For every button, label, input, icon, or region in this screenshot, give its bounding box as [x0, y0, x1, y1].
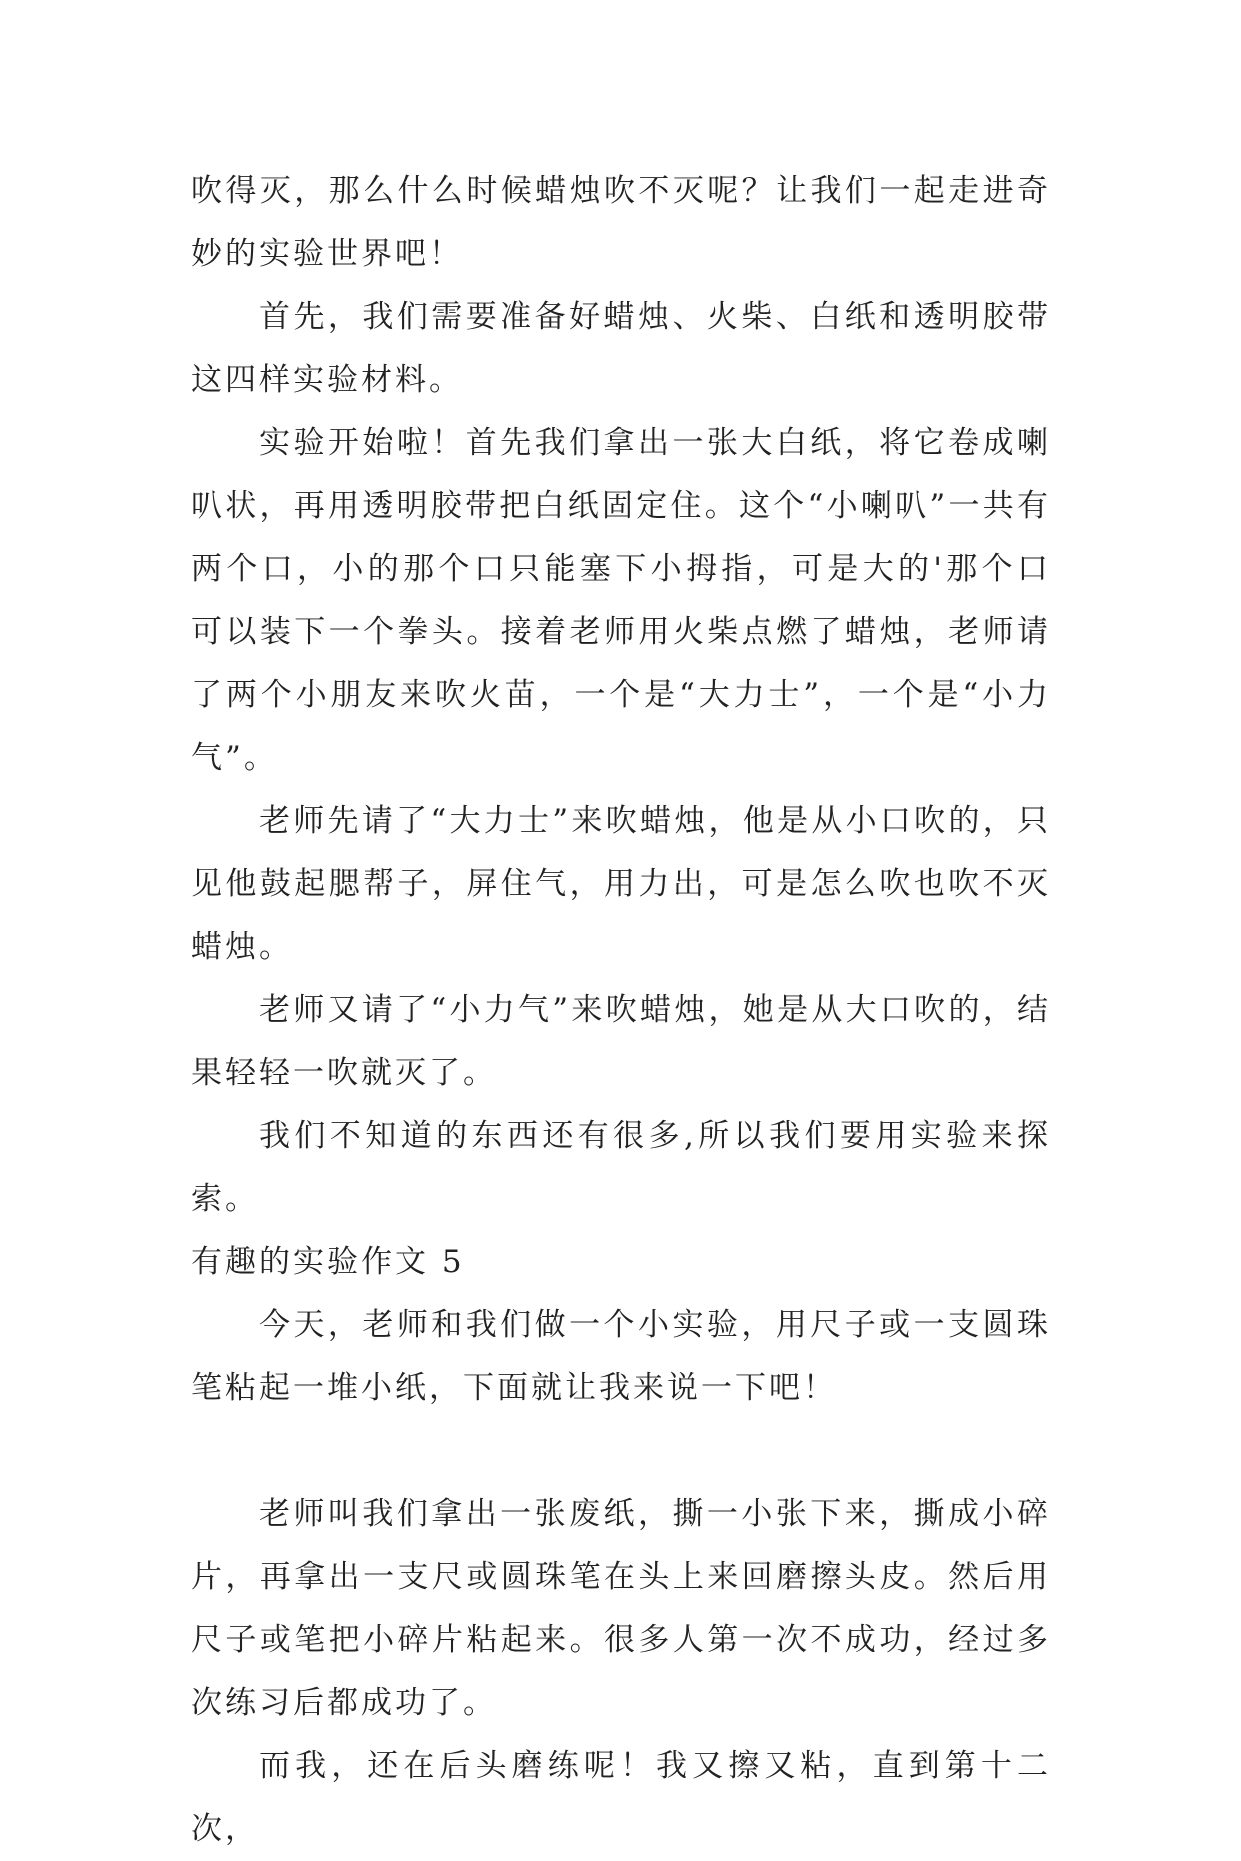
paragraph-intro-static: 今天，老师和我们做一个小实验，用尺子或一支圆珠笔粘起一堆小纸，下面就让我来说一下吧！: [191, 1307, 1051, 1406]
section-heading: 有趣的实验作文 5: [191, 1244, 465, 1280]
paragraph-static-procedure: 老师叫我们拿出一张废纸，撕一小张下来，撕成小碎片，再拿出一支尺或圆珠笔在头上来回磨擦头皮。然后用尺子或笔把小碎片粘起来。很多人第一次不成功，经过多次练习后都成功了。: [191, 1496, 1051, 1721]
paragraph-continuation: 吹得灭，那么什么时候蜡烛吹不灭呢？让我们一起走进奇妙的实验世界吧！: [191, 173, 1051, 272]
paragraph-strong-blow: 老师先请了“大力士”来吹蜡烛，他是从小口吹的，只见他鼓起腮帮子，屏住气，用力出，可是怎么吹也吹不灭蜡烛。: [191, 803, 1051, 965]
paragraph-my-attempts: 而我，还在后头磨练呢！我又擦又粘，直到第十二次，: [191, 1748, 1051, 1847]
paragraph-experiment-start: 实验开始啦！首先我们拿出一张大白纸，将它卷成喇叭状，再用透明胶带把白纸固定住。这个“小喇叭”一共有两个口，小的那个口只能塞下小拇指，可是大的'那个口可以装下一个拳头。接着老师用火柴点燃了蜡烛，老师请了两个小朋友来吹火苗，一个是“大力士”，一个是“小力气”。: [191, 425, 1051, 776]
paragraph-materials: 首先，我们需要准备好蜡烛、火柴、白纸和透明胶带这四样实验材料。: [191, 299, 1051, 398]
essay-body: [191, 160, 1051, 1861]
blank-line: [191, 1420, 1051, 1483]
paragraph-conclusion: 我们不知道的东西还有很多,所以我们要用实验来探索。: [191, 1118, 1051, 1217]
paragraph-gentle-blow: 老师又请了“小力气”来吹蜡烛，她是从大口吹的，结果轻轻一吹就灭了。: [191, 992, 1051, 1091]
